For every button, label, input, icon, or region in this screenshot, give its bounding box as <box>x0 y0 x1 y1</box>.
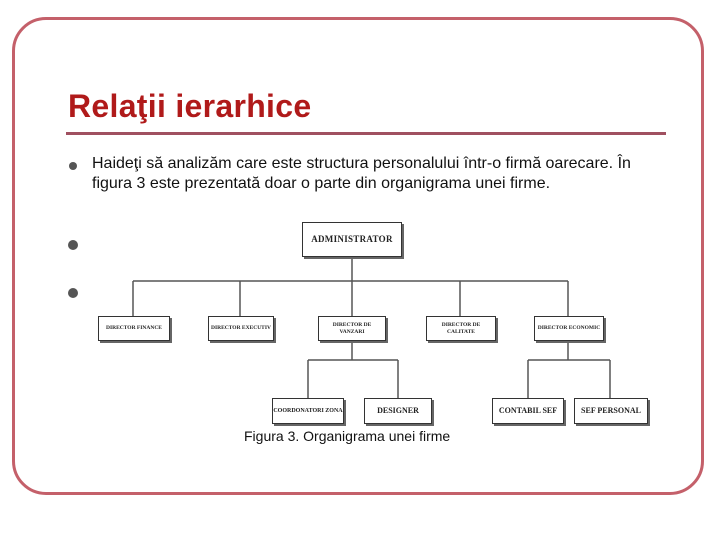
org-box-director: DIRECTOR DE VANZARI <box>318 316 386 341</box>
org-box-director: DIRECTOR DE CALITATE <box>426 316 496 341</box>
figure-caption: Figura 3. Organigrama unei firme <box>244 428 451 444</box>
slide-title: Relaţii ierarhice <box>68 88 312 124</box>
org-box-director: DIRECTOR ECONOMIC <box>534 316 604 341</box>
org-box-administrator: ADMINISTRATOR <box>302 222 402 257</box>
org-box-staff: SEF PERSONAL <box>574 398 648 424</box>
org-box-staff: CONTABIL SEF <box>492 398 564 424</box>
org-box-staff: COORDONATORI ZONA <box>272 398 344 424</box>
slide-paragraph: Haideţi să analizăm care este structura personalului într-o firmă oarecare. În figura 3 este prezentată doar o parte din organigrama unei firme. <box>92 155 631 192</box>
org-box-director: DIRECTOR EXECUTIV <box>208 316 274 341</box>
org-box-director: DIRECTOR FINANCE <box>98 316 170 341</box>
org-box-staff: DESIGNER <box>364 398 432 424</box>
